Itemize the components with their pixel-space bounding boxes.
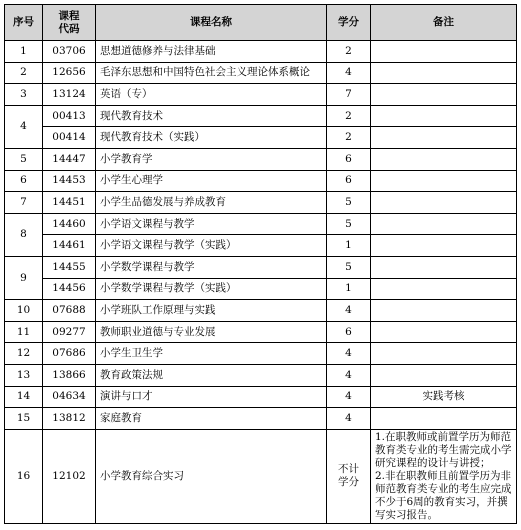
seq-cell: 16 <box>5 429 43 523</box>
table-row <box>5 213 517 235</box>
code-cell: 07688 <box>43 300 96 322</box>
note-cell <box>371 256 517 278</box>
table-row <box>5 192 517 214</box>
credit-cell: 5 <box>327 256 371 278</box>
table-row <box>5 256 517 278</box>
seq-cell: 8 <box>5 213 43 256</box>
seq-cell: 11 <box>5 321 43 343</box>
seq-cell: 13 <box>5 364 43 386</box>
code-cell: 04634 <box>43 386 96 408</box>
code-cell: 00414 <box>43 127 96 149</box>
code-cell: 14455 <box>43 256 96 278</box>
credit-line2: 学分 <box>338 476 359 489</box>
code-cell: 14461 <box>43 235 96 257</box>
table-row <box>5 429 517 523</box>
note-cell <box>371 300 517 322</box>
course-table <box>4 4 517 524</box>
header-code-line2: 代码 <box>58 22 80 35</box>
code-cell: 07686 <box>43 343 96 365</box>
table-row <box>5 84 517 106</box>
seq-cell: 7 <box>5 192 43 214</box>
header-credit: 学分 <box>327 5 371 41</box>
name-cell: 教师职业道德与专业发展 <box>96 321 327 343</box>
name-cell: 小学数学课程与教学（实践） <box>96 278 327 300</box>
credit-cell: 1 <box>327 235 371 257</box>
name-cell: 现代教育技术（实践） <box>96 127 327 149</box>
name-cell: 小学班队工作原理与实践 <box>96 300 327 322</box>
credit-cell: 2 <box>327 41 371 63</box>
credit-cell: 5 <box>327 192 371 214</box>
credit-cell: 4 <box>327 62 371 84</box>
header-note: 备注 <box>371 5 517 41</box>
name-cell: 演讲与口才 <box>96 386 327 408</box>
note-cell <box>371 84 517 106</box>
credit-cell: 1 <box>327 278 371 300</box>
credit-cell: 6 <box>327 170 371 192</box>
table-row <box>5 386 517 408</box>
seq-cell: 9 <box>5 256 43 299</box>
code-cell: 09277 <box>43 321 96 343</box>
code-cell: 14460 <box>43 213 96 235</box>
table-row <box>5 408 517 430</box>
note-cell <box>371 213 517 235</box>
table-row <box>5 62 517 84</box>
name-cell: 小学教育综合实习 <box>96 429 327 523</box>
note-cell <box>371 408 517 430</box>
note-cell <box>371 343 517 365</box>
table-row <box>5 127 517 149</box>
seq-cell: 10 <box>5 300 43 322</box>
name-cell: 小学语文课程与教学 <box>96 213 327 235</box>
name-cell: 小学教育学 <box>96 148 327 170</box>
credit-line1: 不计 <box>338 463 359 476</box>
code-cell: 12656 <box>43 62 96 84</box>
name-cell: 小学生卫生学 <box>96 343 327 365</box>
code-cell: 00413 <box>43 105 96 127</box>
table-row <box>5 321 517 343</box>
table-row <box>5 235 517 257</box>
table-row <box>5 343 517 365</box>
header-code <box>43 5 96 41</box>
seq-cell: 12 <box>5 343 43 365</box>
credit-cell: 2 <box>327 127 371 149</box>
code-cell: 14456 <box>43 278 96 300</box>
name-cell: 毛泽东思想和中国特色社会主义理论体系概论 <box>96 62 327 84</box>
table-row <box>5 170 517 192</box>
note-cell: 实践考核 <box>371 386 517 408</box>
seq-cell: 4 <box>5 105 43 148</box>
note-cell <box>371 127 517 149</box>
note-cell <box>371 364 517 386</box>
header-code-line1: 课程 <box>58 9 80 22</box>
name-cell: 小学数学课程与教学 <box>96 256 327 278</box>
code-cell: 14451 <box>43 192 96 214</box>
seq-cell: 14 <box>5 386 43 408</box>
credit-cell: 4 <box>327 343 371 365</box>
seq-cell: 5 <box>5 148 43 170</box>
table-row <box>5 41 517 63</box>
code-cell: 14453 <box>43 170 96 192</box>
credit-cell: 6 <box>327 148 371 170</box>
note-cell <box>371 235 517 257</box>
credit-cell: 4 <box>327 300 371 322</box>
note-cell <box>371 62 517 84</box>
credit-cell: 5 <box>327 213 371 235</box>
name-cell: 思想道德修养与法律基础 <box>96 41 327 63</box>
credit-cell: 6 <box>327 321 371 343</box>
code-cell: 14447 <box>43 148 96 170</box>
code-cell: 13812 <box>43 408 96 430</box>
name-cell: 小学生品德发展与养成教育 <box>96 192 327 214</box>
table-row <box>5 278 517 300</box>
note-cell <box>371 105 517 127</box>
name-cell: 家庭教育 <box>96 408 327 430</box>
note-cell <box>371 192 517 214</box>
name-cell: 小学生心理学 <box>96 170 327 192</box>
code-cell: 13866 <box>43 364 96 386</box>
table-row <box>5 105 517 127</box>
header-name: 课程名称 <box>96 5 327 41</box>
table-row <box>5 148 517 170</box>
seq-cell: 6 <box>5 170 43 192</box>
note-line1: 1.在职教师或前置学历为师范教育类专业的考生需完成小学研究课程的设计与讲授； <box>375 430 512 469</box>
name-cell: 英语（专） <box>96 84 327 106</box>
table-row <box>5 364 517 386</box>
credit-cell: 7 <box>327 84 371 106</box>
name-cell: 教育政策法规 <box>96 364 327 386</box>
credit-cell: 4 <box>327 386 371 408</box>
code-cell: 03706 <box>43 41 96 63</box>
note-cell <box>371 41 517 63</box>
name-cell: 小学语文课程与教学（实践） <box>96 235 327 257</box>
code-cell: 12102 <box>43 429 96 523</box>
credit-cell: 4 <box>327 364 371 386</box>
seq-cell: 1 <box>5 41 43 63</box>
note-cell <box>371 148 517 170</box>
header-row <box>5 5 517 41</box>
credit-cell: 4 <box>327 408 371 430</box>
table-row <box>5 300 517 322</box>
note-cell <box>371 321 517 343</box>
note-cell <box>371 278 517 300</box>
name-cell: 现代教育技术 <box>96 105 327 127</box>
header-seq: 序号 <box>5 5 43 41</box>
note-line2: 2.非在职教师且前置学历为非师范教育类专业的考生应完成不少于6周的教育实习，并撰写实习报告。 <box>375 469 512 521</box>
seq-cell: 3 <box>5 84 43 106</box>
code-cell: 13124 <box>43 84 96 106</box>
credit-cell: 2 <box>327 105 371 127</box>
note-cell <box>371 170 517 192</box>
credit-cell <box>327 429 371 523</box>
seq-cell: 15 <box>5 408 43 430</box>
note-cell <box>371 429 517 523</box>
seq-cell: 2 <box>5 62 43 84</box>
